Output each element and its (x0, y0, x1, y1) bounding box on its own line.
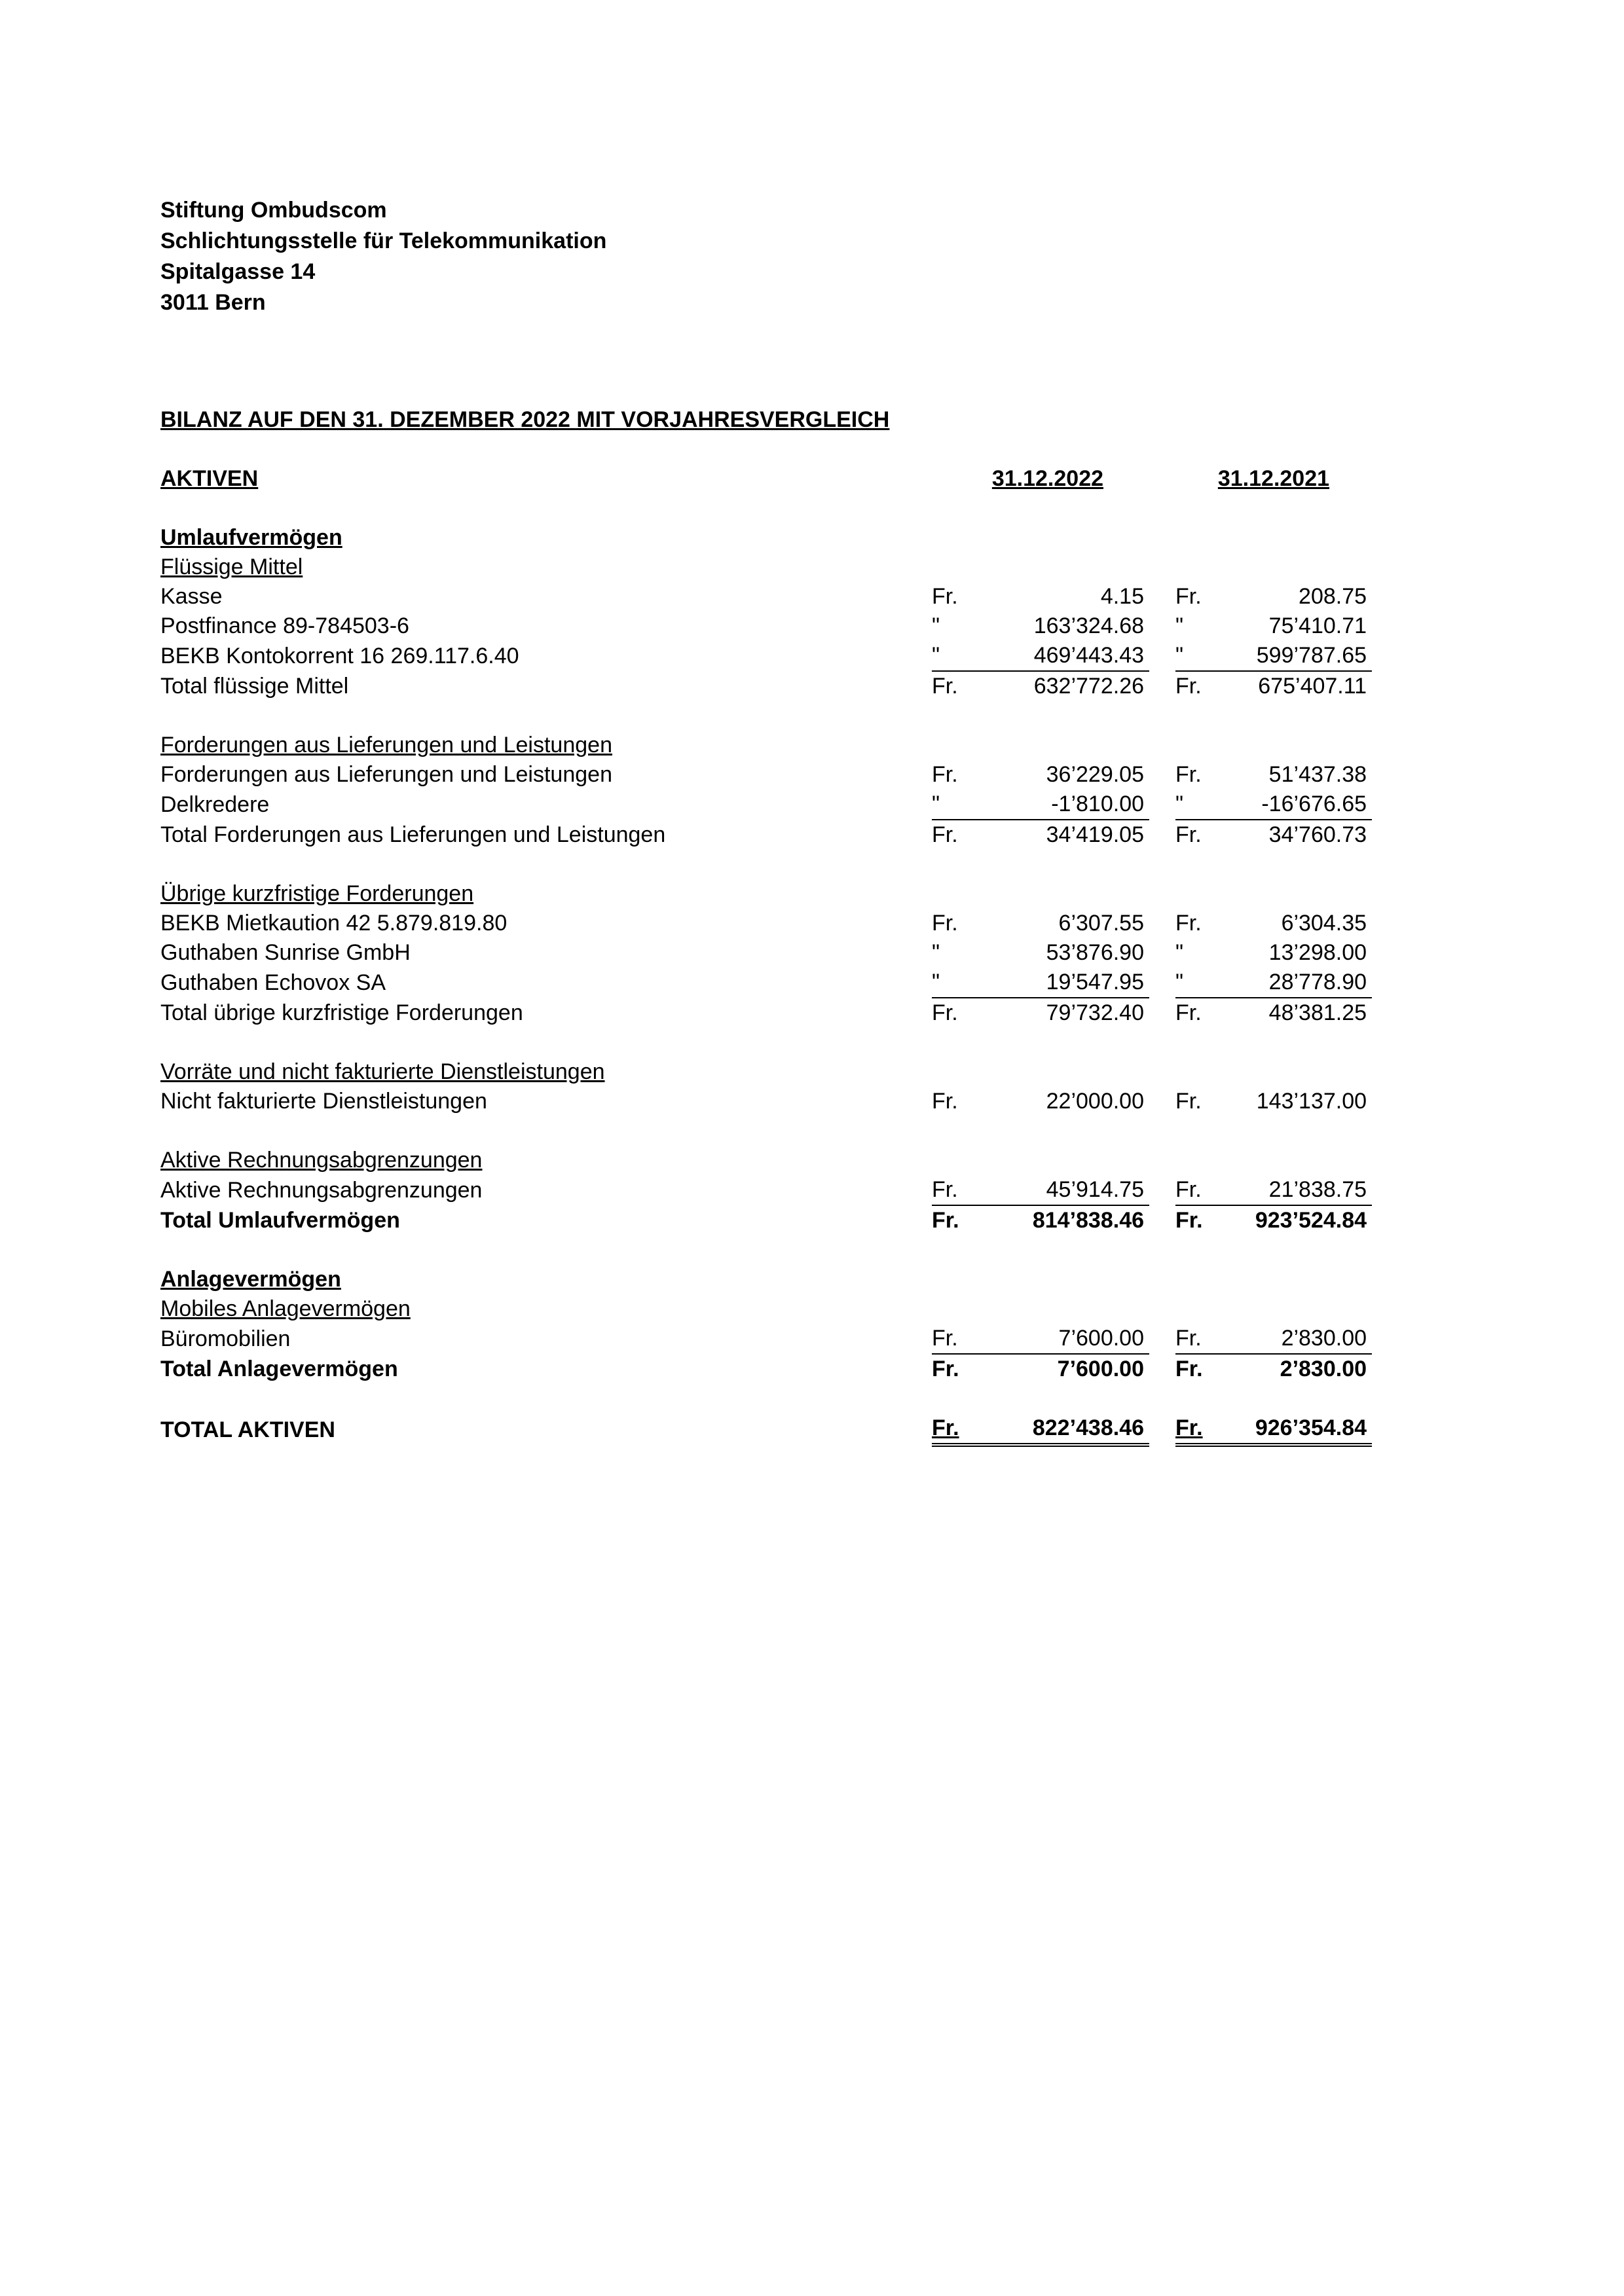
amount-2022: -1’810.00 (978, 790, 1149, 820)
row-label: Nicht fakturierte Dienstleistungen (160, 1089, 487, 1114)
row-label: Delkredere (160, 792, 270, 817)
currency-2021: " (1175, 940, 1184, 965)
amount-2021: -16’676.65 (1221, 790, 1372, 820)
amount-2021: 923’524.84 (1255, 1208, 1367, 1233)
currency-2022: Fr. (932, 1000, 958, 1025)
currency-2021: Fr. (1175, 762, 1202, 787)
subtotal-row (160, 820, 1372, 850)
row-label: Total Umlaufvermögen (160, 1208, 400, 1233)
amount-2022: 4.15 (1100, 584, 1145, 609)
currency-2022: " (932, 641, 978, 671)
table-row (160, 611, 1372, 641)
currency-2022: Fr. (932, 1324, 978, 1354)
currency-2022: Fr. (932, 762, 958, 787)
amount-2022: 163’324.68 (1033, 613, 1145, 638)
subsection-heading-row (160, 879, 1372, 909)
amount-2022: 814’838.46 (1032, 1208, 1145, 1233)
currency-2021: Fr. (1175, 1208, 1203, 1233)
currency-2021: Fr. (1175, 822, 1202, 847)
subsection-heading-row (160, 1146, 1372, 1175)
currency-2022: Fr. (932, 1089, 958, 1114)
section-heading-anlagevermoegen: Anlagevermögen (160, 1267, 341, 1292)
amount-2021: 926’354.84 (1221, 1413, 1372, 1445)
table-row (160, 1175, 1372, 1205)
city-address: 3011 Bern (160, 290, 266, 315)
subsection-heading: Aktive Rechnungsabgrenzungen (160, 1148, 483, 1173)
row-label: Aktive Rechnungsabgrenzungen (160, 1178, 483, 1203)
amount-2022: 7’600.00 (1057, 1357, 1145, 1381)
currency-2022: Fr. (932, 1413, 978, 1445)
column-header-2022: 31.12.2022 (991, 466, 1104, 491)
table-row (160, 909, 1372, 938)
section-heading-aktiven: AKTIVEN (160, 466, 259, 491)
amount-2021: 28’778.90 (1221, 968, 1372, 998)
total-row (160, 1205, 1372, 1235)
organization-subtitle: Schlichtungsstelle für Telekommunikation (160, 228, 607, 253)
subsection-heading-row (160, 731, 1372, 760)
row-label: Total flüssige Mittel (160, 674, 349, 699)
subtotal-row (160, 671, 1372, 701)
row-label: BEKB Mietkaution 42 5.879.819.80 (160, 911, 507, 936)
amount-2022: 36’229.05 (1046, 762, 1145, 787)
currency-2022: " (932, 613, 940, 638)
row-label: BEKB Kontokorrent 16 269.117.6.40 (160, 644, 519, 668)
subsection-heading: Forderungen aus Lieferungen und Leistungen (160, 733, 612, 757)
table-row (160, 641, 1372, 671)
currency-2022: " (932, 790, 978, 820)
subtotal-row (160, 998, 1372, 1028)
amount-2021: 51’437.38 (1268, 762, 1367, 787)
currency-2021: Fr. (1175, 911, 1202, 936)
amount-2021: 34’760.73 (1268, 822, 1367, 847)
table-row (160, 1324, 1372, 1354)
currency-2021: Fr. (1175, 584, 1202, 609)
currency-2021: " (1175, 641, 1221, 671)
subsection-heading-row (160, 1057, 1372, 1087)
amount-2022: 19’547.95 (978, 968, 1149, 998)
currency-2021: Fr. (1175, 1413, 1221, 1445)
row-label: Total übrige kurzfristige Forderungen (160, 1000, 523, 1025)
currency-2022: Fr. (932, 911, 958, 936)
currency-2022: Fr. (932, 1175, 978, 1205)
amount-2021: 6’304.35 (1281, 911, 1367, 936)
currency-2021: " (1175, 968, 1221, 998)
organization-name: Stiftung Ombudscom (160, 198, 387, 223)
amount-2022: 469’443.43 (978, 641, 1149, 671)
amount-2021: 208.75 (1299, 584, 1367, 609)
currency-2021: Fr. (1175, 674, 1202, 699)
row-label: TOTAL AKTIVEN (160, 1417, 335, 1442)
amount-2022: 34’419.05 (1046, 822, 1145, 847)
subsection-heading: Flüssige Mittel (160, 555, 303, 579)
currency-2022: Fr. (932, 1357, 959, 1381)
amount-2022: 6’307.55 (1058, 911, 1145, 936)
row-label: Büromobilien (160, 1326, 291, 1351)
table-row (160, 760, 1372, 790)
subsection-heading-row (160, 1294, 1372, 1324)
currency-2021: Fr. (1175, 1324, 1221, 1354)
currency-2021: " (1175, 613, 1184, 638)
amount-2021: 21’838.75 (1221, 1175, 1372, 1205)
column-header-row (160, 464, 1372, 494)
amount-2022: 7’600.00 (978, 1324, 1149, 1354)
table-row (160, 938, 1372, 968)
currency-2021: Fr. (1175, 1089, 1202, 1114)
section-heading-row (160, 1265, 1372, 1294)
row-label: Guthaben Sunrise GmbH (160, 940, 411, 965)
amount-2022: 53’876.90 (1046, 940, 1145, 965)
table-row (160, 582, 1372, 611)
grand-total-row (160, 1413, 1372, 1445)
amount-2022: 822’438.46 (978, 1413, 1149, 1445)
currency-2022: " (932, 968, 978, 998)
row-label: Guthaben Echovox SA (160, 970, 386, 995)
currency-2022: Fr. (932, 1208, 959, 1233)
amount-2022: 45’914.75 (978, 1175, 1149, 1205)
currency-2021: " (1175, 790, 1221, 820)
row-label: Kasse (160, 584, 223, 609)
amount-2021: 599’787.65 (1221, 641, 1372, 671)
subsection-heading: Vorräte und nicht fakturierte Dienstleistungen (160, 1059, 605, 1084)
row-label: Total Forderungen aus Lieferungen und Leistungen (160, 822, 666, 847)
subsection-heading: Mobiles Anlagevermögen (160, 1296, 411, 1321)
subsection-heading-row (160, 553, 1372, 582)
currency-2021: Fr. (1175, 1000, 1202, 1025)
currency-2021: Fr. (1175, 1175, 1221, 1205)
row-label: Postfinance 89-784503-6 (160, 613, 409, 638)
amount-2021: 13’298.00 (1268, 940, 1367, 965)
amount-2022: 79’732.40 (1046, 1000, 1145, 1025)
amount-2021: 48’381.25 (1268, 1000, 1367, 1025)
section-heading-umlaufvermoegen: Umlaufvermögen (160, 525, 342, 550)
amount-2021: 2’830.00 (1221, 1324, 1372, 1354)
table-row (160, 790, 1372, 820)
amount-2022: 632’772.26 (1033, 674, 1145, 699)
subsection-heading: Übrige kurzfristige Forderungen (160, 881, 474, 906)
amount-2021: 75’410.71 (1268, 613, 1367, 638)
currency-2022: Fr. (932, 822, 958, 847)
total-row (160, 1354, 1372, 1384)
currency-2022: Fr. (932, 584, 958, 609)
amount-2021: 143’137.00 (1256, 1089, 1367, 1114)
amount-2021: 675’407.11 (1258, 674, 1367, 699)
balance-sheet-table (160, 464, 1372, 1447)
organization-address (160, 195, 606, 318)
currency-2021: Fr. (1175, 1357, 1203, 1381)
row-label: Forderungen aus Lieferungen und Leistungen (160, 762, 612, 787)
column-header-2021: 31.12.2021 (1217, 466, 1330, 491)
row-label: Total Anlagevermögen (160, 1357, 398, 1381)
amount-2021: 2’830.00 (1280, 1357, 1367, 1381)
document-title: BILANZ AUF DEN 31. DEZEMBER 2022 MIT VORJAHRESVERGLEICH (160, 407, 890, 432)
currency-2022: " (932, 940, 940, 965)
section-heading-row (160, 523, 1372, 553)
table-row (160, 1087, 1372, 1116)
street-address: Spitalgasse 14 (160, 259, 316, 284)
amount-2022: 22’000.00 (1046, 1089, 1145, 1114)
table-row (160, 968, 1372, 998)
currency-2022: Fr. (932, 674, 958, 699)
